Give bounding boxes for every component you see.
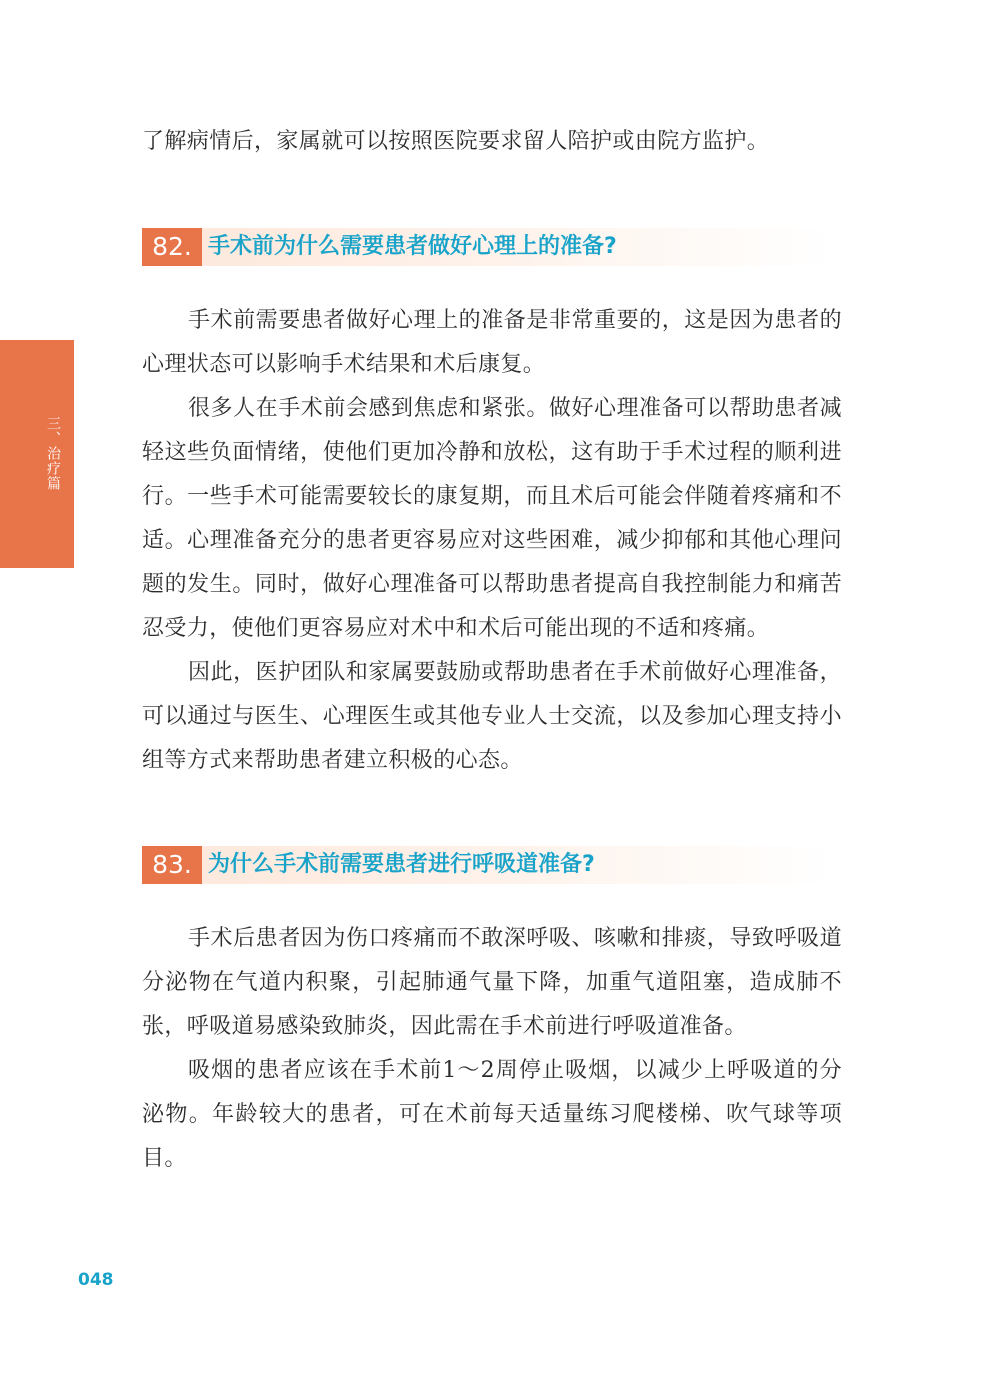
body-paragraph: 手术前需要患者做好心理上的准备是非常重要的，这是因为患者的心理状态可以影响手术结果和术后康复。 [142,308,842,377]
body-paragraph: 手术后患者因为伤口疼痛而不敢深呼吸、咳嗽和排痰，导致呼吸道分泌物在气道内积聚，引起肺通气量下降，加重气道阻塞，造成肺不张，呼吸道易感染致肺炎，因此需在手术前进行呼吸道准备。 [142,926,842,1039]
chapter-label: 三、治疗篇 [45,416,61,491]
section-heading [142,228,832,266]
body-paragraph: 因此，医护团队和家属要鼓励或帮助患者在手术前做好心理准备，可以通过与医生、心理医生或其他专业人士交流，以及参加心理支持小组等方式来帮助患者建立积极的心态。 [142,660,842,773]
section-title: 手术前为什么需要患者做好心理上的准备? [208,234,617,259]
chapter-side-tab [0,340,74,568]
section-title: 为什么手术前需要患者进行呼吸道准备? [208,852,595,877]
page-number: 048 [78,1270,114,1290]
section-number: 83. [142,846,202,884]
body-paragraph: 很多人在手术前会感到焦虑和紧张。做好心理准备可以帮助患者减轻这些负面情绪，使他们更加冷静和放松，这有助于手术过程的顺利进行。一些手术可能需要较长的康复期，而且术后可能会伴随着疼痛和不适。心理准备充分的患者更容易应对这些困难，减少抑郁和其他心理问题的发生。同时，做好心理准备可以帮助患者提高自我控制能力和痛苦忍受力，使他们更容易应对术中和术后可能出现的不适和疼痛。 [142,396,842,641]
section-number: 82. [142,228,202,266]
body-paragraph: 吸烟的患者应该在手术前1～2周停止吸烟，以减少上呼吸道的分泌物。年龄较大的患者，可在术前每天适量练习爬楼梯、吹气球等项目。 [142,1058,842,1171]
intro-paragraph: 了解病情后，家属就可以按照医院要求留人陪护或由院方监护。 [142,129,770,154]
section-heading [142,846,832,884]
page-content [142,120,842,1181]
section-83 [142,846,842,1181]
section-82 [142,228,842,783]
